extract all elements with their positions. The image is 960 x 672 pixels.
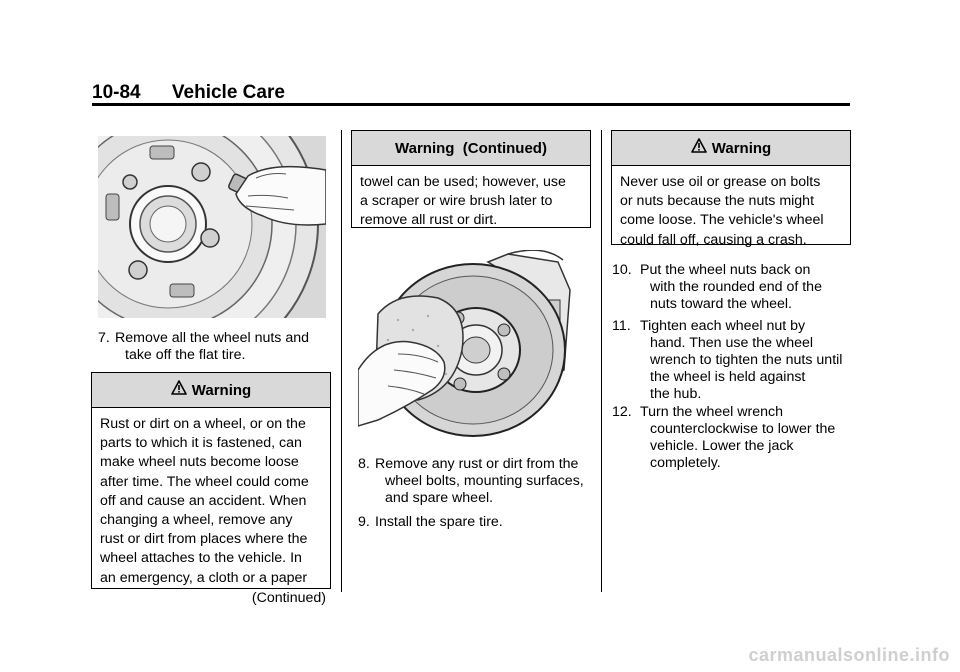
step-number: 9. <box>358 514 370 530</box>
wheel-nuts-illustration <box>98 136 326 318</box>
step-text-line: Remove all the wheel nuts and <box>115 330 310 346</box>
warning-continued-header <box>352 131 590 166</box>
step-7 <box>98 330 338 364</box>
step-text-line: wrench to tighten the nuts until <box>650 352 843 368</box>
warning-line: changing a wheel, remove any <box>100 512 293 529</box>
warning-continued-note: (Continued) <box>251 589 326 606</box>
warning-line: come loose. The vehicle's wheel <box>620 212 824 229</box>
warning-line: wheel attaches to the vehicle. In <box>100 550 302 567</box>
step-text-line: Turn the wheel wrench <box>640 404 783 420</box>
step-text-line: with the rounded end of the <box>650 279 822 295</box>
warning-title: Warning <box>711 139 772 157</box>
warning-line: or nuts because the nuts might <box>620 193 815 210</box>
section-title: Vehicle Care <box>171 82 285 103</box>
step-number: 7. <box>98 330 110 346</box>
step-text-line: and spare wheel. <box>385 490 494 506</box>
step-10 <box>612 262 852 313</box>
step-number: 11. <box>612 318 631 334</box>
step-text-line: wheel bolts, mounting surfaces, <box>385 473 584 489</box>
warning-line: rust or dirt from places where the <box>100 531 308 548</box>
warning-line: towel can be used; however, use <box>360 174 566 190</box>
step-text-line: Tighten each wheel nut by <box>640 318 806 334</box>
step-text-line: vehicle. Lower the jack <box>650 438 794 454</box>
step-text-line: nuts toward the wheel. <box>650 296 792 312</box>
step-text-line: hand. Then use the wheel <box>650 335 814 351</box>
header-rule <box>92 103 850 106</box>
step-text-line: take off the flat tire. <box>125 347 246 363</box>
warning-line: make wheel nuts become loose <box>100 454 299 471</box>
step-number: 10. <box>612 262 632 278</box>
step-12 <box>612 404 852 472</box>
warning-title: Warning <box>191 381 252 399</box>
step-11 <box>612 318 852 403</box>
step-text-line: Put the wheel nuts back on <box>640 262 811 278</box>
step-text-line: completely. <box>650 455 721 471</box>
column-divider-left <box>341 130 342 592</box>
warning-header <box>92 373 330 408</box>
warning-continued-body <box>352 166 590 231</box>
step-text-line: Remove any rust or dirt from the <box>375 456 579 472</box>
step-text-line: the hub. <box>650 386 702 402</box>
warning-body <box>92 408 330 588</box>
warning-line: remove all rust or dirt. <box>360 212 498 229</box>
warning-line: a scraper or wire brush later to <box>360 193 553 210</box>
step-text: Install the spare tire. <box>375 514 503 530</box>
warning-icon <box>691 138 707 158</box>
warning-body <box>612 166 850 250</box>
warning-continued-title: Warning (Continued) <box>395 139 547 157</box>
warning-box-right <box>611 130 851 248</box>
watermark: carmanualsonline.info <box>748 645 950 665</box>
step-text <box>115 330 338 364</box>
step-8 <box>358 456 598 507</box>
step-text-line: the wheel is held against <box>650 369 806 385</box>
warning-line: Rust or dirt on a wheel, or on the <box>100 416 306 432</box>
warning-box-continued <box>351 130 591 228</box>
page-number: 10-84 <box>92 82 141 103</box>
brake-rotor-cleaning-illustration <box>358 250 586 440</box>
column-divider-right <box>601 130 602 592</box>
warning-line: parts to which it is fastened, can <box>100 435 302 452</box>
warning-header <box>612 131 850 166</box>
step-number: 12. <box>612 404 632 420</box>
step-9 <box>358 514 598 531</box>
page-header <box>92 82 285 104</box>
warning-line: after time. The wheel could come <box>100 473 309 490</box>
warning-icon <box>171 380 187 400</box>
warning-line: off and cause an accident. When <box>100 492 307 509</box>
warning-box-left <box>91 372 331 606</box>
step-text-line: counterclockwise to lower the <box>650 421 836 437</box>
warning-line: Never use oil or grease on bolts <box>620 174 821 190</box>
warning-line: an emergency, a cloth or a paper <box>100 569 308 586</box>
warning-line: could fall off, causing a crash. <box>620 231 807 248</box>
step-number: 8. <box>358 456 370 472</box>
